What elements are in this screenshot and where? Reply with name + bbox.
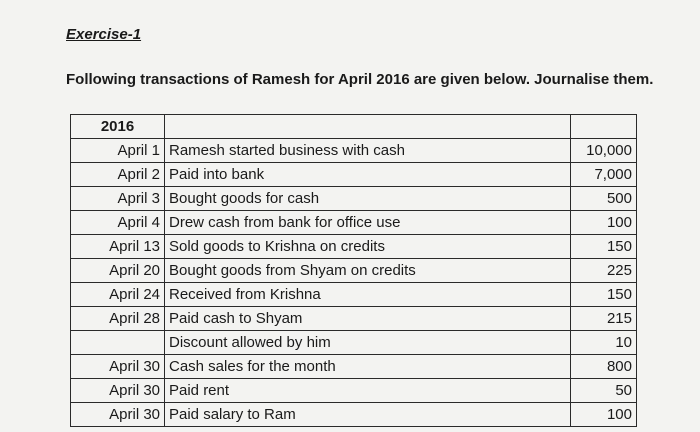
date-cell: April 30 <box>71 355 165 379</box>
exercise-heading: Exercise-1 <box>66 26 142 43</box>
table-row <box>71 163 637 187</box>
amount-cell: 7,000 <box>571 163 637 187</box>
amount-cell: 150 <box>571 235 637 259</box>
table-row <box>71 139 637 163</box>
description-cell: Drew cash from bank for office use <box>165 211 571 235</box>
description-cell: Paid cash to Shyam <box>165 307 571 331</box>
table-row <box>71 355 637 379</box>
date-cell: April 2 <box>71 163 165 187</box>
amount-cell: 100 <box>571 211 637 235</box>
description-cell: Bought goods from Shyam on credits <box>165 259 571 283</box>
amount-cell: 225 <box>571 259 637 283</box>
description-cell: Discount allowed by him <box>165 331 571 355</box>
description-cell: Paid into bank <box>165 163 571 187</box>
description-cell: Paid rent <box>165 379 571 403</box>
table-row <box>71 379 637 403</box>
amount-cell: 150 <box>571 283 637 307</box>
description-cell: Paid salary to Ram <box>165 403 571 427</box>
table-row <box>71 235 637 259</box>
date-cell: April 28 <box>71 307 165 331</box>
amount-cell: 215 <box>571 307 637 331</box>
description-cell: Cash sales for the month <box>165 355 571 379</box>
date-cell: April 3 <box>71 187 165 211</box>
date-cell: April 13 <box>71 235 165 259</box>
table-row <box>71 283 637 307</box>
transactions-table <box>70 114 637 427</box>
table-row <box>71 187 637 211</box>
table-row <box>71 211 637 235</box>
description-cell: Bought goods for cash <box>165 187 571 211</box>
table-header-row <box>71 115 637 139</box>
amount-cell: 10 <box>571 331 637 355</box>
amount-cell: 50 <box>571 379 637 403</box>
date-cell <box>71 331 165 355</box>
description-cell: Ramesh started business with cash <box>165 139 571 163</box>
date-cell: April 4 <box>71 211 165 235</box>
table-row <box>71 403 637 427</box>
date-cell: April 24 <box>71 283 165 307</box>
amount-cell: 10,000 <box>571 139 637 163</box>
description-cell: Received from Krishna <box>165 283 571 307</box>
date-cell: April 30 <box>71 403 165 427</box>
header-description-cell <box>165 115 571 139</box>
exercise-instructions: Following transactions of Ramesh for April 2016 are given below. Journalise them. <box>66 71 654 88</box>
table-row <box>71 331 637 355</box>
amount-cell: 100 <box>571 403 637 427</box>
date-cell: April 30 <box>71 379 165 403</box>
date-cell: April 20 <box>71 259 165 283</box>
amount-cell: 800 <box>571 355 637 379</box>
year-cell: 2016 <box>71 115 165 139</box>
description-cell: Sold goods to Krishna on credits <box>165 235 571 259</box>
table-row <box>71 307 637 331</box>
date-cell: April 1 <box>71 139 165 163</box>
amount-cell: 500 <box>571 187 637 211</box>
header-amount-cell <box>571 115 637 139</box>
table-row <box>71 259 637 283</box>
